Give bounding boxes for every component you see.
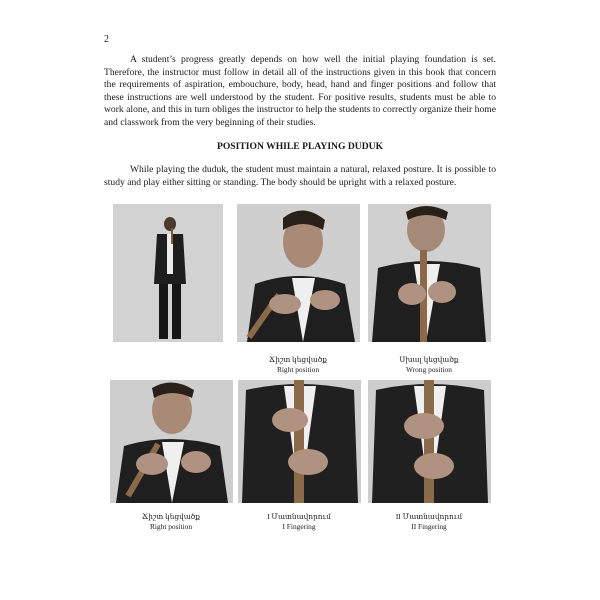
caption-right-position-1 [228, 355, 368, 374]
caption-fingering-2 [359, 512, 499, 531]
section-paragraph: While playing the duduk, the student must maintain a natural, relaxed posture. It is possible to study and play either sitting or standing. The body should be upright with a relaxed posture. [104, 164, 496, 188]
photo-standing-full-body [113, 204, 223, 342]
caption-english: Right position [276, 364, 320, 374]
photo-fingering-2 [368, 380, 491, 503]
page-number: 2 [104, 34, 109, 45]
caption-wrong-position [359, 355, 499, 374]
intro-paragraph: A student’s progress greatly depends on how well the initial playing foundation is set. Therefore, the instructor must follow in detail all of the instructions given in this book that concern the requirements of aspiration, embouchure, body, head, hand and finger positions and follow that these instructions are well understood by the student. For positive results, students must be able to work alone, and this in turn obliges the instructor to help the students to correctly organize their home and classwork from the very beginning of their studies. [104, 54, 496, 128]
caption-armenian: I Մատնավորում [267, 512, 331, 521]
caption-fingering-1 [229, 512, 369, 531]
caption-english: I Fingering [282, 521, 316, 531]
caption-armenian: Ճիշտ կեցվածք [269, 355, 327, 364]
photo-wrong-position [368, 204, 491, 342]
photo-right-position-closeup [237, 204, 360, 342]
caption-armenian: II Մատնավորում [395, 512, 463, 521]
caption-right-position-2 [101, 512, 241, 531]
caption-armenian: Սխալ կեցվածք [399, 355, 459, 364]
caption-english: Right position [149, 521, 193, 531]
caption-armenian: Ճիշտ կեցվածք [142, 512, 200, 521]
photo-right-position-side [110, 380, 233, 503]
caption-english: Wrong position [406, 364, 452, 374]
photo-fingering-1 [238, 380, 361, 503]
section-heading: POSITION WHILE PLAYING DUDUK [216, 141, 384, 152]
caption-english: II Fingering [411, 521, 447, 531]
